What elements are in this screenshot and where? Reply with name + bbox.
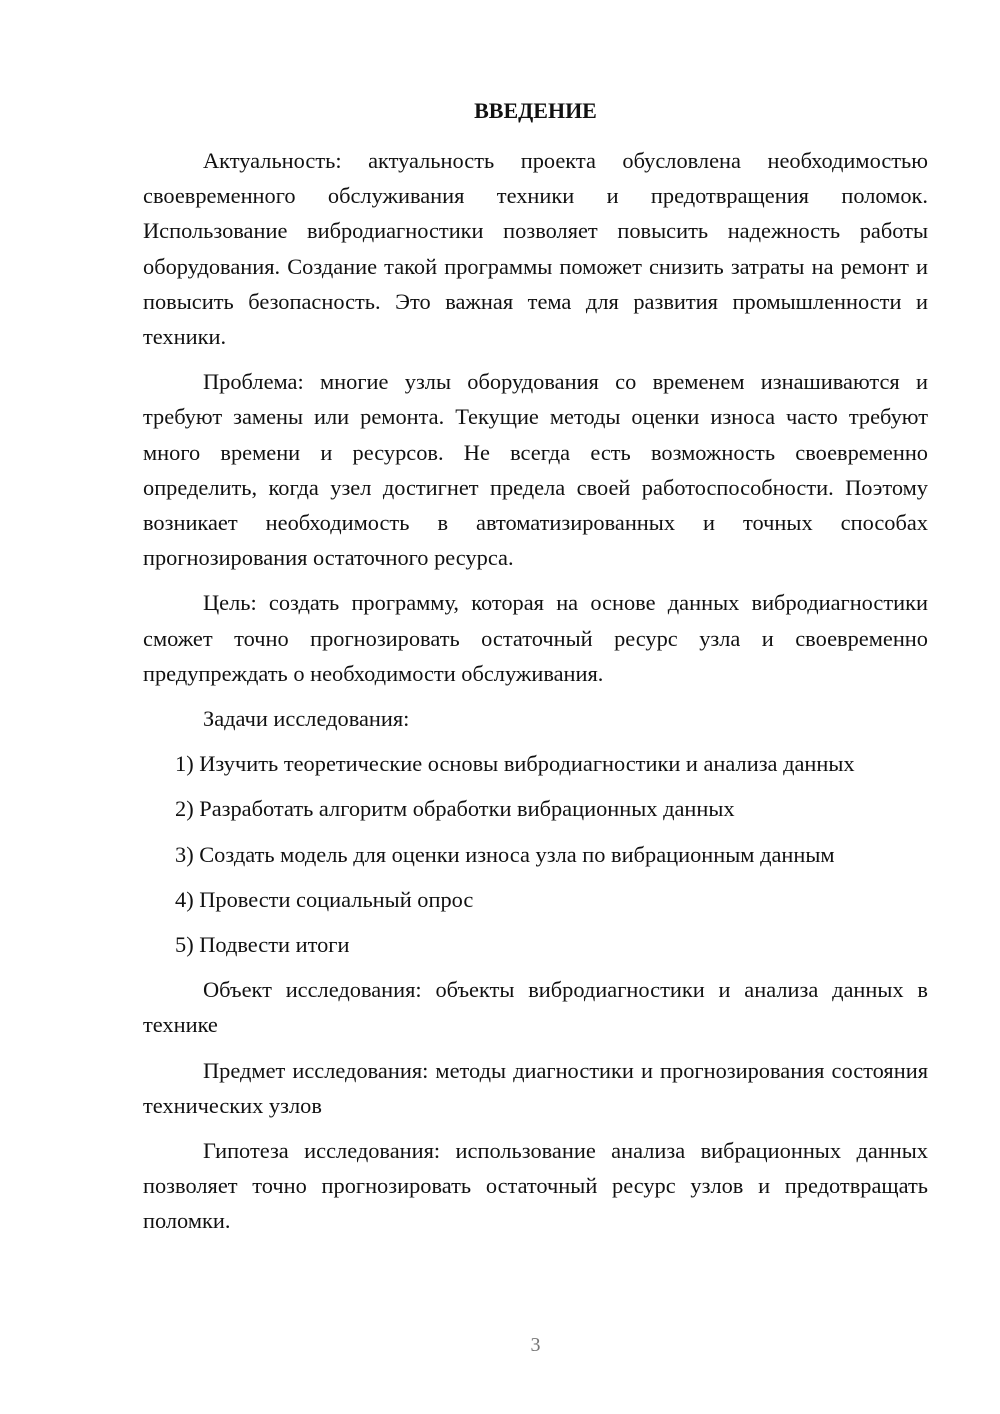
paragraph-problem: Проблема: многие узлы оборудования со временем изнашиваются и требуют замены или ремонта. Текущие методы оценки износа часто требуют много времени и ресурсов. Не всегда есть возможность своевременно определить, когда узел достигнет предела своей работоспособности. Поэтому возникает необходимость в автоматизированных и точных способах прогнозирования остаточного ресурса. bbox=[143, 369, 928, 571]
page-title: ВВЕДЕНИЕ bbox=[474, 98, 597, 123]
page-number: 3 bbox=[530, 1334, 541, 1356]
task-item-4: 4) Провести социальный опрос bbox=[175, 886, 474, 912]
task-item-2: 2) Разработать алгоритм обработки вибрационных данных bbox=[175, 796, 735, 822]
paragraph-hypothesis: Гипотеза исследования: использование анализа вибрационных данных позволяет точно прогнозировать остаточный ресурс узлов и предотвращать поломки. bbox=[143, 1138, 928, 1234]
paragraph-subject: Предмет исследования: методы диагностики и прогнозирования состояния технических узлов bbox=[143, 1057, 928, 1118]
tasks-heading: Задачи исследования: bbox=[203, 706, 410, 732]
task-item-1: 1) Изучить теоретические основы вибродиагностики и анализа данных bbox=[175, 751, 855, 777]
document-body bbox=[143, 143, 928, 1249]
document-page bbox=[143, 0, 928, 1414]
paragraph-object: Объект исследования: объекты вибродиагностики и анализа данных в технике bbox=[143, 977, 928, 1038]
tasks-list bbox=[143, 746, 928, 962]
task-item-3: 3) Создать модель для оценки износа узла по вибрационным данным bbox=[175, 841, 835, 867]
paragraph-relevance: Актуальность: актуальность проекта обусловлена необходимостью своевременного обслуживания техники и предотвращения поломок. Использование вибродиагностики позволяет повысить надежность работы оборудования. Создание такой программы поможет снизить затраты на ремонт и повысить безопасность. Это важная тема для развития промышленности и техники. bbox=[143, 148, 928, 350]
task-item-5: 5) Подвести итоги bbox=[175, 932, 350, 958]
paragraph-goal: Цель: создать программу, которая на основе данных вибродиагностики сможет точно прогнозировать остаточный ресурс узла и своевременно предупреждать о необходимости обслуживания. bbox=[143, 590, 928, 686]
